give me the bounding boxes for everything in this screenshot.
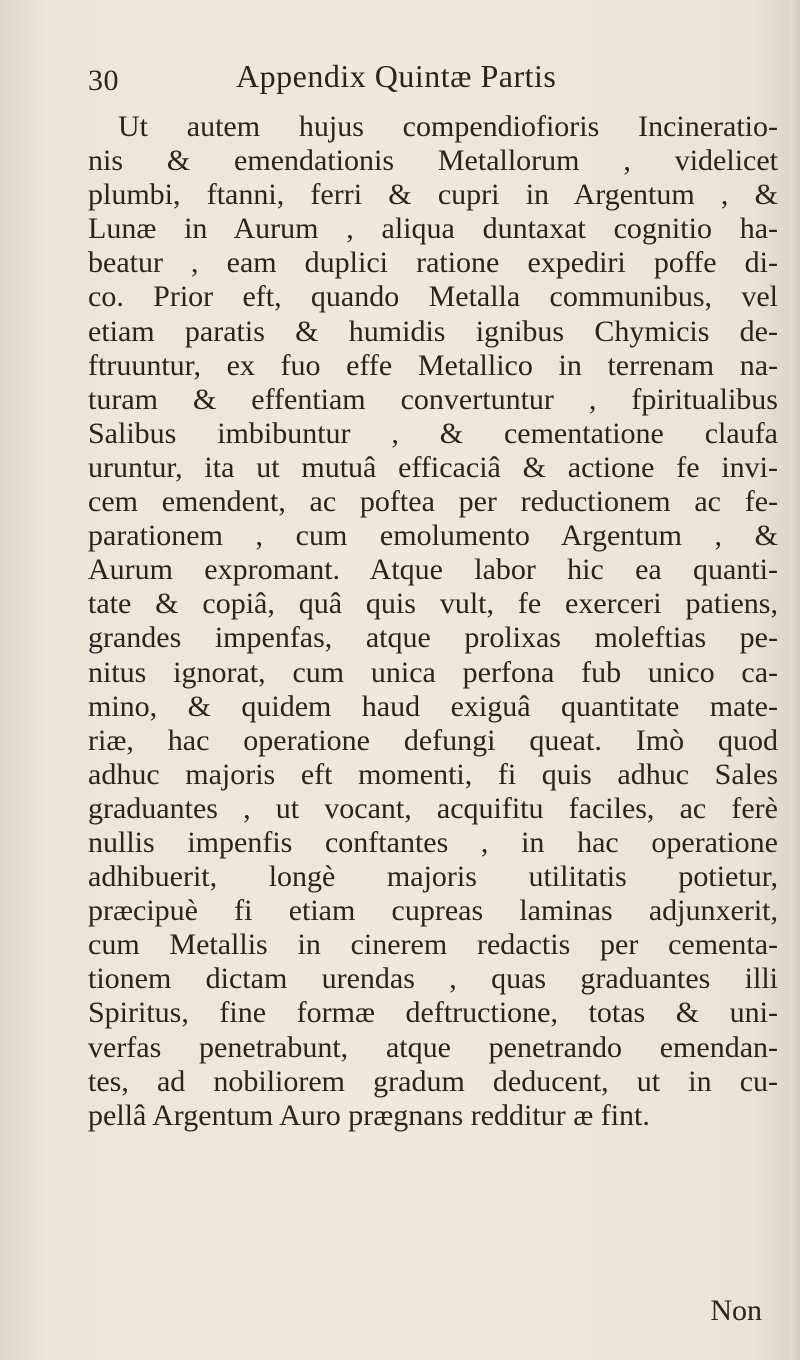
body-text	[88, 110, 778, 1133]
text-line: Aurum expromant. Atque labor hic ea quanti-	[88, 553, 778, 587]
page-header	[88, 58, 740, 102]
text-line: turam & effentiam convertuntur , fpiritualibus	[88, 382, 778, 416]
text-line: Lunæ in Aurum , aliqua duntaxat cognitio ha-	[88, 212, 778, 246]
text-line: co. Prior eft, quando Metalla communibus, vel	[88, 280, 778, 314]
text-line: tionem dictam urendas , quas graduantes illi	[88, 962, 778, 996]
text-line: Ut autem hujus compendiofioris Incineratio-	[118, 110, 778, 143]
text-line: beatur , eam duplici ratione expediri poffe di-	[88, 246, 778, 280]
text-line: mino, & quidem haud exiguâ quantitate mate-	[88, 689, 778, 723]
text-line: parationem , cum emolumento Argentum , &	[88, 519, 778, 553]
text-line: præcipuè fi etiam cupreas laminas adjunxerit,	[88, 894, 778, 928]
text-line: tes, ad nobiliorem gradum deducent, ut in cu-	[88, 1064, 778, 1098]
text-line: nis & emendationis Metallorum , videlicet	[88, 144, 778, 178]
text-line: nitus ignorat, cum unica perfona fub unico ca-	[88, 655, 778, 689]
text-line: tate & copiâ, quâ quis vult, fe exerceri patiens,	[88, 587, 778, 621]
text-line: Spiritus, fine formæ deftructione, totas & uni-	[88, 996, 778, 1030]
text-line: cem emendent, ac poftea per reductionem ac fe-	[88, 485, 778, 519]
catchword: Non	[710, 1294, 762, 1327]
running-title: Appendix Quintæ Partis	[236, 58, 557, 94]
text-line: uruntur, ita ut mutuâ efficaciâ & actione fe invi-	[88, 450, 778, 484]
text-line: graduantes , ut vocant, acquifitu faciles, ac ferè	[88, 791, 778, 825]
text-line: adhibuerit, longè majoris utilitatis potietur,	[88, 860, 778, 894]
text-line: cum Metallis in cinerem redactis per cementa-	[88, 928, 778, 962]
text-line: grandes impenfas, atque prolixas moleftias pe-	[88, 621, 778, 655]
page-number: 30	[88, 64, 119, 97]
page-edge	[790, 0, 800, 1360]
text-line: etiam paratis & humidis ignibus Chymicis de-	[88, 314, 778, 348]
text-line: plumbi, ftanni, ferri & cupri in Argentum , &	[88, 178, 778, 212]
text-line: nullis impenfis conftantes , in hac operatione	[88, 825, 778, 859]
text-line: verfas penetrabunt, atque penetrando emendan-	[88, 1030, 778, 1064]
text-line: pellâ Argentum Auro prægnans redditur æ fint.	[88, 1098, 650, 1132]
text-line: ftruuntur, ex fuo effe Metallico in terrenam na-	[88, 348, 778, 382]
text-line: Salibus imbibuntur , & cementatione claufa	[88, 416, 778, 450]
text-line: riæ, hac operatione defungi queat. Imò quod	[88, 723, 778, 757]
text-line: adhuc majoris eft momenti, fi quis adhuc Sales	[88, 757, 778, 791]
